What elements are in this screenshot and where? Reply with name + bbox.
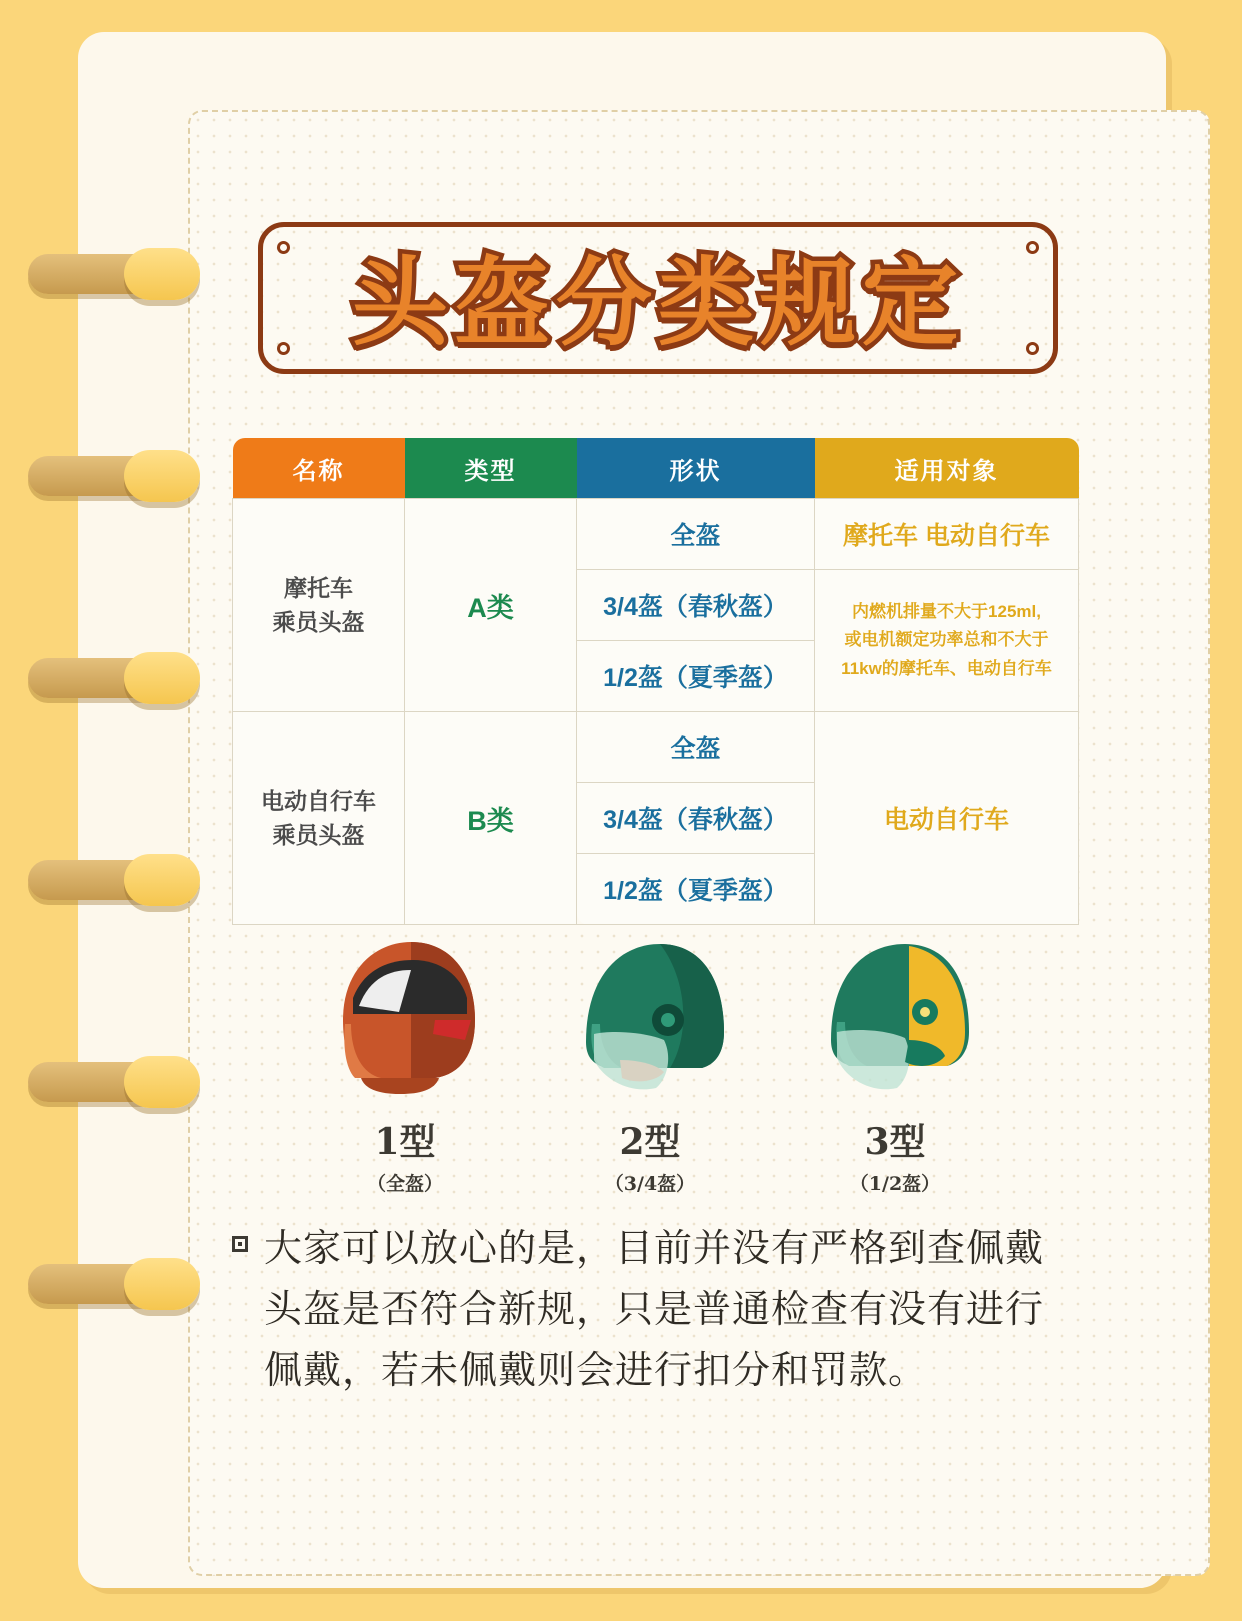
cell-name-a <box>233 499 405 712</box>
target-note-line3: 11kw的摩托车、电动自行车 <box>841 658 1052 678</box>
cell-target-a-main: 摩托车 电动自行车 <box>815 499 1079 570</box>
target-note-line2: 或电机额定功率总和不大于 <box>844 630 1049 650</box>
ring-knob <box>124 248 200 300</box>
column-header-target: 适用对象 <box>815 438 1079 499</box>
helmet-item-3 <box>790 928 1000 1196</box>
cell-name-a-line2: 乘员头盔 <box>272 609 365 635</box>
cell-shape-b-1: 全盔 <box>577 712 815 783</box>
helmet-caption-3: 3型 <box>864 1121 926 1163</box>
target-note-line1: 内燃机排量不大于125ml, <box>852 602 1041 622</box>
note-text: 大家可以放心的是，目前并没有严格到查佩戴头盔是否符合新规，只是普通检查有没有进行佩戴，若未佩戴则会进行扣分和罚款。 <box>264 1226 1045 1392</box>
bottom-note <box>232 1218 1072 1400</box>
page-title: 头盔分类规定 <box>352 246 964 359</box>
table-row <box>233 499 1079 570</box>
helmet-caption-2: 2型 <box>619 1121 681 1163</box>
ring-knob <box>124 450 200 502</box>
cell-name-b-line2: 乘员头盔 <box>272 822 365 848</box>
table-header-row <box>233 438 1079 499</box>
cell-shape-a-2: 3/4盔（春秋盔） <box>577 570 815 641</box>
column-header-name: 名称 <box>233 438 405 499</box>
cell-shape-b-2: 3/4盔（春秋盔） <box>577 783 815 854</box>
column-header-shape: 形状 <box>577 438 815 499</box>
three-quarter-helmet-icon <box>560 928 740 1103</box>
title-plate <box>258 222 1058 374</box>
cell-type-b: B类 <box>405 712 577 925</box>
cell-target-a-note <box>815 570 1079 712</box>
helmet-caption-sub-1: （全盔） <box>366 1173 443 1195</box>
helmet-classification-table <box>232 438 1079 925</box>
cell-name-b-line1: 电动自行车 <box>261 787 376 814</box>
cell-name-a-line1: 摩托车 <box>284 574 353 601</box>
binder-ring-1 <box>28 248 206 300</box>
helmet-item-1 <box>300 928 510 1196</box>
ring-knob <box>124 652 200 704</box>
half-helmet-icon <box>805 928 985 1103</box>
ring-knob <box>124 1056 200 1108</box>
binder-ring-4 <box>28 854 206 906</box>
cell-type-a: A类 <box>405 499 577 712</box>
binder-ring-5 <box>28 1056 206 1108</box>
cell-name-b <box>233 712 405 925</box>
full-face-helmet-icon <box>315 928 495 1103</box>
table-row <box>233 712 1079 783</box>
helmet-caption-1: 1型 <box>374 1121 436 1163</box>
helmet-illustrations <box>300 928 1000 1196</box>
binder-ring-6 <box>28 1258 206 1310</box>
binder-ring-3 <box>28 652 206 704</box>
binder-ring-2 <box>28 450 206 502</box>
bullet-square-icon <box>232 1236 248 1252</box>
column-header-type: 类型 <box>405 438 577 499</box>
helmet-caption-sub-3: （1/2盔） <box>849 1173 941 1195</box>
ring-knob <box>124 854 200 906</box>
ring-knob <box>124 1258 200 1310</box>
cell-target-b-main: 电动自行车 <box>815 712 1079 925</box>
cell-shape-a-1: 全盔 <box>577 499 815 570</box>
helmet-item-2 <box>545 928 755 1196</box>
cell-shape-b-3: 1/2盔（夏季盔） <box>577 854 815 925</box>
helmet-caption-sub-2: （3/4盔） <box>604 1173 696 1195</box>
cell-shape-a-3: 1/2盔（夏季盔） <box>577 641 815 712</box>
